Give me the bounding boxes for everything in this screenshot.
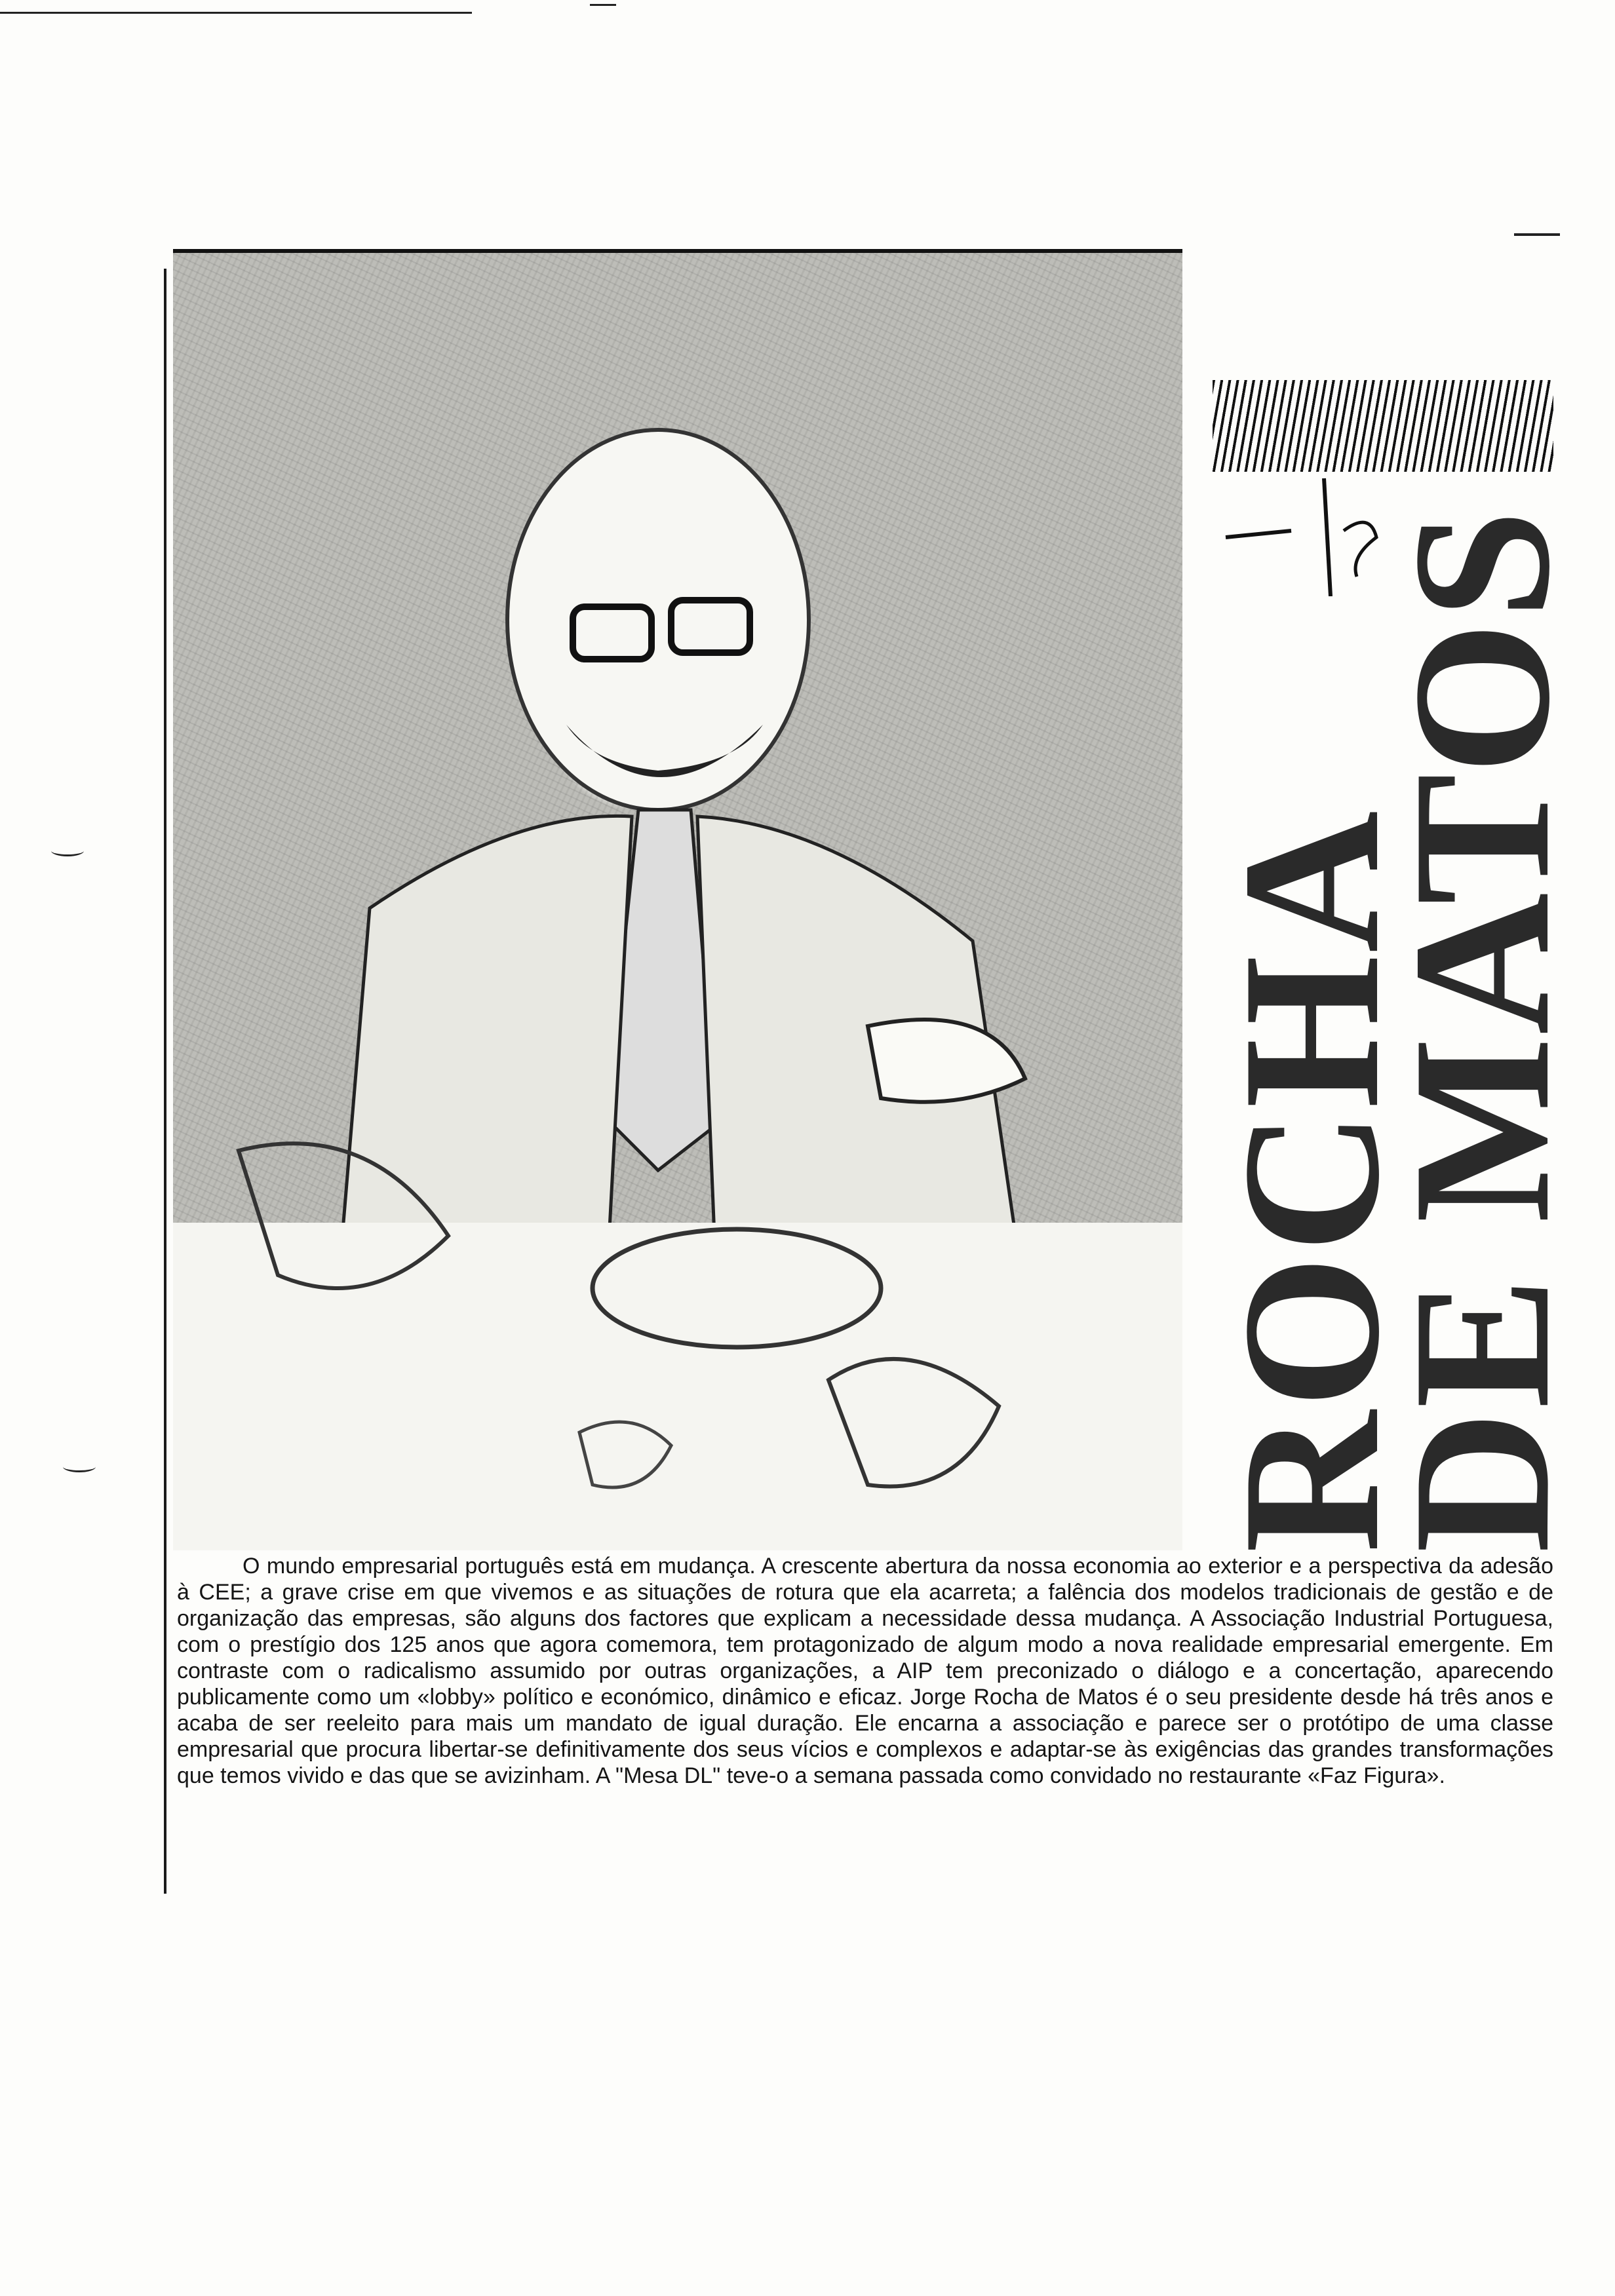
- portrait-head: [507, 430, 809, 810]
- article-lead-paragraph: O mundo empresarial português está em mudança. A crescente abertura da nossa economia ao exterior e a perspectiva da adesão à CEE; a grave crise em que vivemos e as situações de rotura que ela acarreta; a falência dos modelos tradicionais de gestão e de organização das empresas, são alguns dos factores que explicam a necessidade dessa mudança. A Associação Industrial Portuguesa, com o prestígio dos 125 anos que agora comemora, tem protagonizado de algum modo a nova realidade empresarial emergente. Em contraste com o radicalismo assumido por outras organizações, a AIP tem preconizado o diálogo e a concertação, aparecendo publicamente como um «lobby» político e económico, dinâmico e eficaz. Jorge Rocha de Matos é o seu presidente desde há três anos e acaba de ser reeleito para mais um mandato de igual duração. Ele encarna a associação e parece ser o protótipo de uma classe empresarial que procura libertar-se definitivamente dos seus vícios e complexos e adaptar-se às exigências das grandes transformações que temos vivido e das que se avizinham. A "Mesa DL" teve-o a semana passada como convidado no restaurante «Faz Figura».: [177, 1554, 1553, 1788]
- headline-line-2: DE MATOS: [1372, 507, 1590, 1553]
- article: [164, 249, 1590, 1900]
- table-surface: [173, 1223, 1182, 1550]
- portrait-hand: [868, 1020, 1025, 1102]
- headline-hatch-band: [1213, 380, 1553, 472]
- handwritten-annotation: [1219, 465, 1390, 596]
- portrait-illustration: [173, 253, 1182, 1550]
- headline-text-block: [1202, 485, 1590, 1553]
- scan-top-rule: [0, 12, 472, 14]
- punch-hole-mark-lower: [63, 1461, 96, 1472]
- scan-right-mark: [1514, 233, 1560, 236]
- headline-line-1: ROCHA: [1202, 808, 1420, 1553]
- portrait-photo: [173, 249, 1182, 1550]
- left-column-rule: [164, 269, 166, 1894]
- punch-hole-mark-upper: [51, 845, 84, 856]
- article-lead: [177, 1553, 1553, 1789]
- scan-top-mark: [590, 4, 616, 6]
